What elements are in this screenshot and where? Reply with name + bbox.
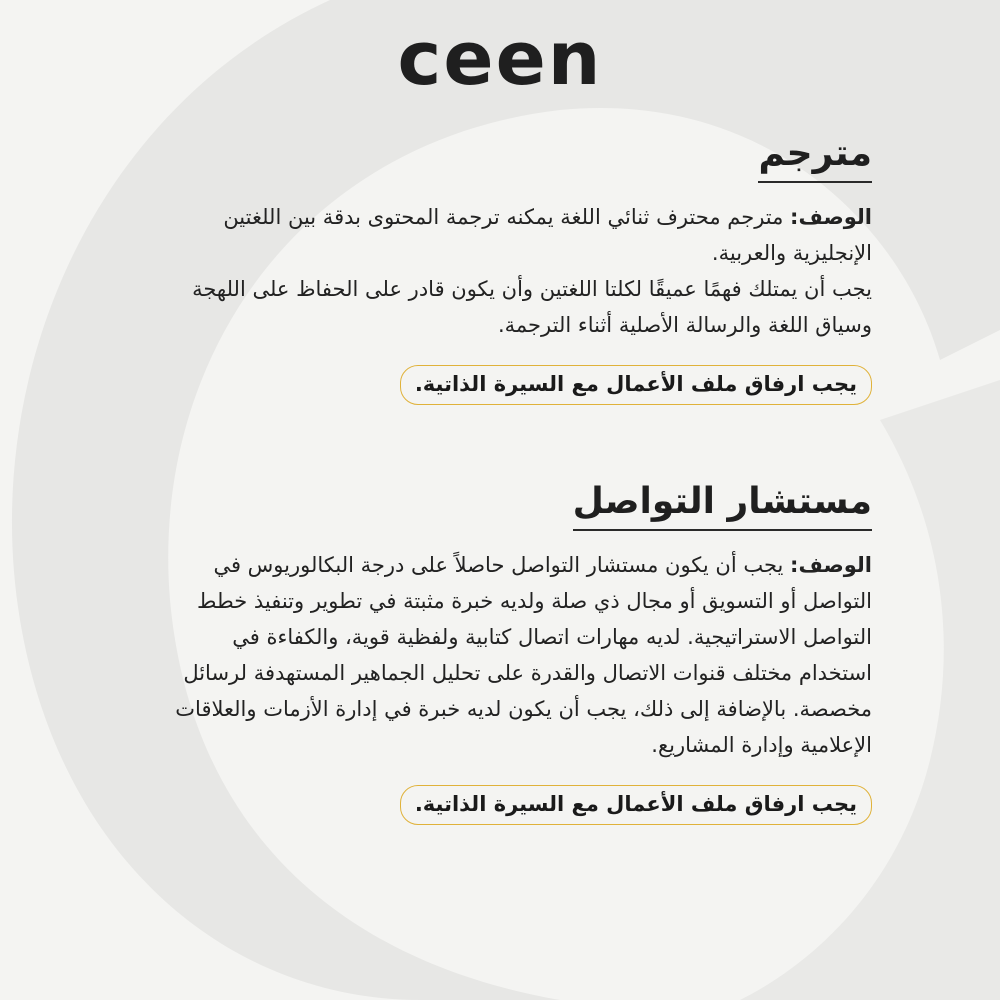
section-title: مترجم	[758, 132, 872, 183]
portfolio-notice: يجب ارفاق ملف الأعمال مع السيرة الذاتية.	[400, 365, 872, 405]
portfolio-notice: يجب ارفاق ملف الأعمال مع السيرة الذاتية.	[400, 785, 872, 825]
job-section-communication-consultant	[172, 480, 872, 825]
description-paragraph-2: يجب أن يمتلك فهمًا عميقًا لكلتا اللغتين وأن يكون قادر على الحفاظ على اللهجة وسياق اللغة والرسالة الأصلية أثناء الترجمة.	[192, 277, 872, 338]
job-description	[172, 547, 872, 763]
brand-logo	[0, 16, 1000, 102]
description-text: مترجم محترف ثنائي اللغة يمكنه ترجمة المحتوى بدقة بين اللغتين الإنجليزية والعربية.	[223, 205, 872, 266]
job-section-translator	[172, 132, 872, 405]
job-description	[172, 199, 872, 343]
description-text: يجب أن يكون مستشار التواصل حاصلاً على درجة البكالوريوس في التواصل أو التسويق أو مجال ذي صلة ولديه خبرة مثبتة في تطوير وتنفيذ خطط التواصل الاستراتيجية. لديه مهارات اتصال كتابية ولفظية قوية، والكفاءة في استخدام مختلف قنوات الاتصال والقدرة على تحليل الجماهير المستهدفة لرسائل مخصصة. بالإضافة إلى ذلك، يجب أن يكون لديه خبرة في إدارة الأزمات والعلاقات الإعلامية وإدارة المشاريع.	[175, 553, 872, 758]
section-title: مستشار التواصل	[573, 480, 872, 531]
description-paragraph	[172, 199, 872, 271]
description-label: الوصف:	[790, 553, 872, 578]
description-label: الوصف:	[790, 205, 872, 230]
description-paragraph	[172, 547, 872, 763]
logo-text: ceen	[397, 16, 603, 102]
